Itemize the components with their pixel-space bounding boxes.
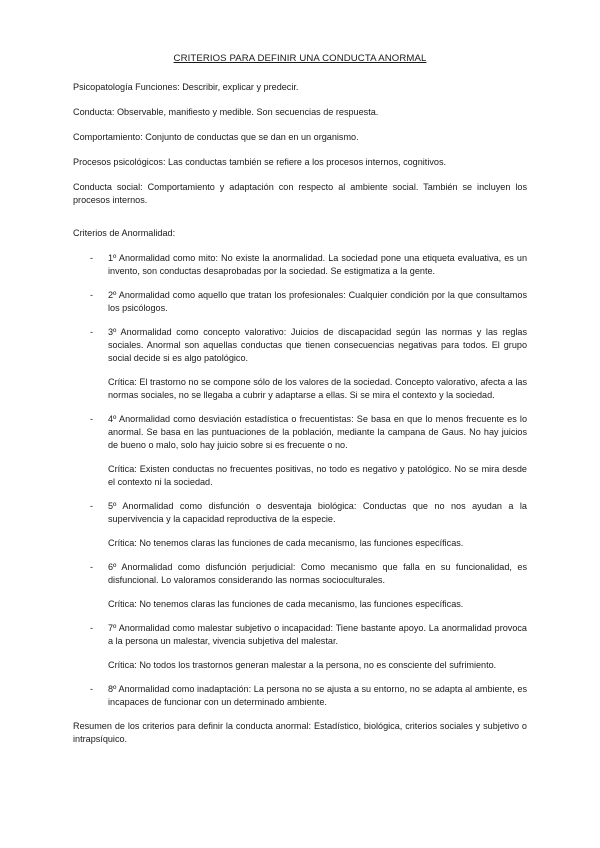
- bullet-dash: -: [90, 290, 94, 300]
- criterion-critique-4: Crítica: Existen conductas no frecuentes positivas, no todo es negativo y patológico. No se mira desde el contexto ni la sociedad.: [108, 464, 527, 487]
- criterion-text: 1º Anormalidad como mito: No existe la anormalidad. La sociedad pone una etiqueta evaluativa, es un invento, son conductas desaprobadas por la sociedad. Se estigmatiza a la gente.: [108, 253, 527, 276]
- criterion-critique-3: Crítica: El trastorno no se compone sólo de los valores de la sociedad. Concepto valorativo, afecta a las normas sociales, no se llegaba a cubrir y adaptarse a ellas. Si se mira el contexto y la sociedad.: [108, 377, 527, 400]
- summary-paragraph: Resumen de los criterios para definir la conducta anormal: Estadístico, biológica, criterios sociales y subjetivo o intrapsíquico.: [73, 721, 527, 744]
- criterion-item-3: [73, 326, 527, 365]
- definition-conducta: Conducta: Observable, manifiesto y medible. Son secuencias de respuesta.: [73, 107, 379, 117]
- definition-procesos-psicologicos: Procesos psicológicos: Las conductas también se refiere a los procesos internos, cognitivos.: [73, 157, 447, 167]
- criterion-item-6: [73, 561, 527, 587]
- bullet-dash: -: [90, 414, 94, 424]
- bullet-dash: -: [90, 562, 94, 572]
- bullet-dash: -: [90, 684, 94, 694]
- criterion-text: 4º Anormalidad como desviación estadística o frecuentistas: Se basa en que lo menos frecuente es lo anormal. Se basa en las puntuaciones de la población, mediante la campana de Gaus. No hay juicios de bueno o malo, solo hay juicio sobre si es frecuente o no.: [108, 414, 527, 450]
- bullet-dash: -: [90, 327, 94, 337]
- criteria-list: [73, 252, 527, 709]
- criterion-critique-6: Crítica: No tenemos claras las funciones de cada mecanismo, las funciones específicas.: [108, 599, 464, 609]
- criterion-critique-5: Crítica: No tenemos claras las funciones de cada mecanismo, las funciones específicas.: [108, 538, 464, 548]
- criterion-text: 3º Anormalidad como concepto valorativo: Juicios de discapacidad según las normas y las reglas sociales. Anormal son aquellas conductas que tienen consecuencias negativas para todos. El grupo social decide si es algo patológico.: [108, 327, 527, 363]
- definition-comportamiento: Comportamiento: Conjunto de conductas que se dan en un organismo.: [73, 132, 359, 142]
- criterion-text: 5º Anormalidad como disfunción o desventaja biológica: Conductas que no nos ayudan a la supervivencia y la capacidad reproductiva de la especie.: [108, 501, 527, 524]
- document-title: CRITERIOS PARA DEFINIR UNA CONDUCTA ANORMAL: [173, 53, 427, 64]
- criterion-item-4: [73, 413, 527, 452]
- criterion-item-1: [73, 252, 527, 278]
- criterion-critique-7: Crítica: No todos los trastornos generan malestar a la persona, no es consciente del sufrimiento.: [108, 660, 497, 670]
- criterion-text: 2º Anormalidad como aquello que tratan los profesionales: Cualquier condición por la que consultamos los psicólogos.: [108, 290, 527, 313]
- bullet-dash: -: [90, 253, 94, 263]
- bullet-dash: -: [90, 623, 94, 633]
- criterion-item-8: [73, 683, 527, 709]
- bullet-dash: -: [90, 501, 94, 511]
- criterion-text: 8º Anormalidad como inadaptación: La persona no se ajusta a su entorno, no se adapta al ambiente, es incapaces de funcionar con un determinado ambiente.: [108, 684, 527, 707]
- criterion-text: 7º Anormalidad como malestar subjetivo o incapacidad: Tiene bastante apoyo. La anormalidad provoca a la persona un malestar, vivencia subjetiva del malestar.: [108, 623, 527, 646]
- criterion-item-7: [73, 622, 527, 648]
- definition-psicopatologia: Psicopatología Funciones: Describir, explicar y predecir.: [73, 82, 299, 92]
- criteria-heading: Criterios de Anormalidad:: [73, 228, 176, 238]
- criterion-item-5: [73, 500, 527, 526]
- criterion-text: 6º Anormalidad como disfunción perjudicial: Como mecanismo que falla en su funcionalidad, es disfuncional. Lo valoramos considerando las normas socioculturales.: [108, 562, 527, 585]
- criterion-item-2: [73, 289, 527, 315]
- definition-conducta-social: Conducta social: Comportamiento y adaptación con respecto al ambiente social. También se incluyen los procesos internos.: [73, 182, 527, 205]
